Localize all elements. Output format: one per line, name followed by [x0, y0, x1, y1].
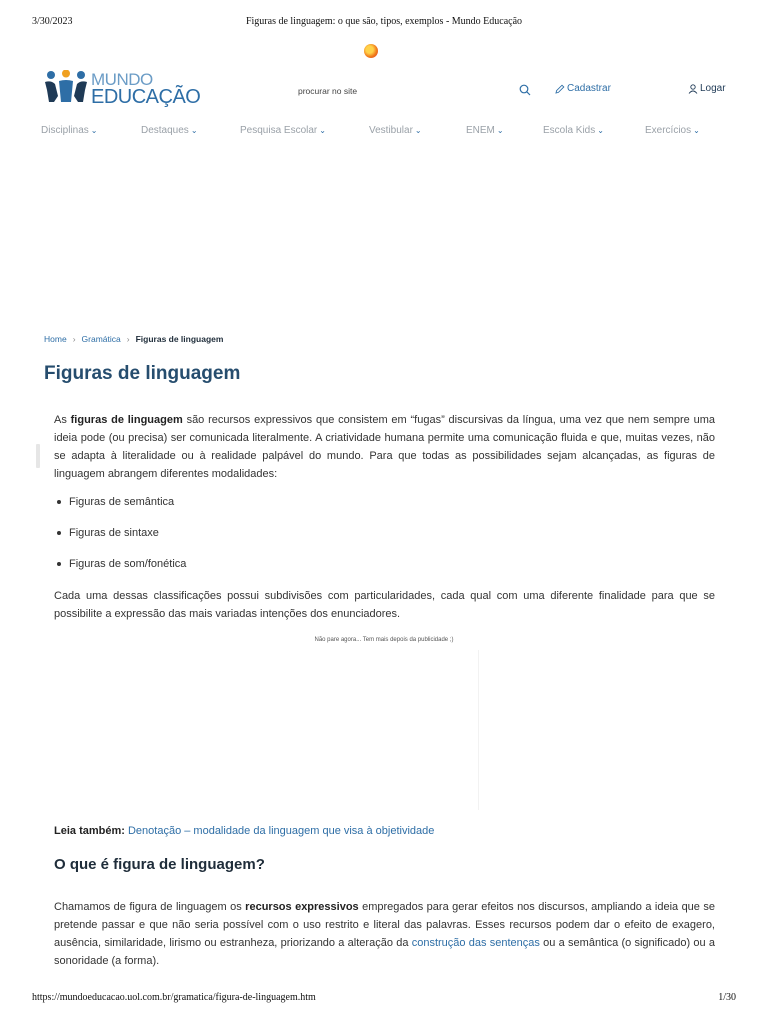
main-nav	[0, 125, 768, 141]
chevron-down-icon: ⌄	[693, 126, 700, 135]
nav-label: Escola Kids	[543, 125, 596, 136]
list-item: Figuras de som/fonética	[54, 555, 654, 586]
section-heading: O que é figura de linguagem?	[54, 856, 265, 873]
breadcrumb-section[interactable]: Gramática	[81, 334, 121, 344]
site-logo[interactable]	[44, 70, 201, 110]
inline-link[interactable]: construção das sentenças	[411, 937, 540, 949]
read-also-link[interactable]: Denotação – modalidade da linguagem que visa à objetividade	[127, 825, 435, 837]
text-span: ou a semântica (o significado) ou a sonoridade (a forma).	[54, 937, 716, 967]
side-scroll-marker	[36, 444, 40, 468]
nav-item-destaques[interactable]	[141, 125, 198, 136]
list-item: Figuras de sintaxe	[54, 524, 654, 555]
logo-word-mundo: MUNDO	[91, 70, 153, 89]
print-date: 3/30/2023	[32, 16, 73, 27]
nav-label: Destaques	[141, 125, 189, 136]
chevron-down-icon: ⌄	[90, 126, 98, 135]
modalities-list	[54, 493, 654, 586]
chevron-down-icon: ⌄	[496, 126, 504, 135]
breadcrumb-current: Figuras de linguagem	[135, 334, 224, 344]
nav-item-vestibular[interactable]	[369, 125, 422, 136]
text-span: As	[54, 414, 71, 426]
chevron-down-icon: ⌄	[414, 126, 422, 135]
chevron-down-icon: ⌄	[190, 126, 198, 135]
chevron-down-icon: ⌄	[597, 126, 604, 135]
chevron-down-icon: ⌄	[319, 126, 326, 135]
read-also	[54, 825, 434, 837]
search-input[interactable]	[290, 80, 510, 102]
brand-dot-icon	[364, 44, 378, 58]
text-span: empregados para gerar efeitos nos discursos, ampliando a ideia que se pretende passar e que não seria possível com o uso restrito e literal das palavras. Esses recursos podem dar o efeito de exagero, ausência, similaridade, lirismo ou estranheza, priorizando a alteração da	[54, 901, 715, 949]
user-icon	[688, 84, 698, 94]
page-title: Figuras de linguagem	[44, 363, 241, 384]
print-header	[0, 16, 768, 32]
nav-item-disciplinas[interactable]	[41, 125, 98, 136]
list-item: Figuras de semântica	[54, 493, 654, 524]
breadcrumb-separator-icon: ›	[72, 334, 76, 344]
breadcrumb-separator-icon: ›	[126, 334, 130, 344]
breadcrumb-home[interactable]: Home	[44, 334, 67, 344]
nav-label: Vestibular	[369, 125, 413, 136]
register-button[interactable]	[555, 83, 611, 94]
nav-item-enem[interactable]	[466, 125, 504, 136]
print-page-title: Figuras de linguagem: o que são, tipos, exemplos - Mundo Educação	[245, 16, 523, 27]
paragraph-text: Cada uma dessas classificações possui subdivisões com particularidades, cada qual com uma diferente finalidade para que se possibilite a expressão das mais variadas intenções dos enunciadores.	[54, 590, 715, 620]
ad-label: Não pare agora... Tem mais depois da publicidade ;)	[314, 637, 454, 643]
nav-label: ENEM	[466, 125, 495, 136]
nav-label: Pesquisa Escolar	[240, 125, 318, 136]
nav-item-exercicios[interactable]	[645, 125, 700, 136]
nav-label: Exercícios	[645, 125, 692, 136]
bold-term: figuras de linguagem	[70, 414, 183, 426]
login-label: Logar	[700, 83, 726, 94]
search-icon[interactable]	[519, 84, 531, 96]
print-page-count: 1/30	[718, 992, 736, 1003]
nav-item-escola-kids[interactable]	[543, 125, 604, 136]
people-logo-icon	[44, 70, 88, 104]
text-span: Chamamos de figura de linguagem os	[54, 901, 246, 913]
text-span: são recursos expressivos que consistem em “fugas” discursivas da língua, uma vez que nem sempre uma ideia pode (ou precisa) ser comunicada literalmente. A criatividade humana permite uma comunicação fluida e que, muitas vezes, não se adapta à literalidade ou à realidade palpável do mundo. Para que todas as possibilidades sejam alcançadas, as figuras de linguagem abrangem diferentes modalidades:	[54, 414, 715, 480]
intro-paragraph	[54, 411, 715, 483]
classification-paragraph	[54, 587, 715, 623]
nav-item-pesquisa-escolar[interactable]	[240, 125, 326, 136]
read-also-label: Leia também:	[54, 825, 125, 837]
login-button[interactable]	[688, 83, 726, 94]
logo-word-educacao: EDUCAÇÃO	[91, 86, 201, 108]
bold-term: recursos expressivos	[245, 901, 359, 913]
register-label: Cadastrar	[567, 83, 611, 94]
print-url: https://mundoeducacao.uol.com.br/gramatica/figura-de-linguagem.htm	[32, 992, 316, 1003]
breadcrumb	[44, 334, 223, 344]
definition-paragraph	[54, 898, 715, 970]
pencil-icon	[555, 84, 565, 94]
nav-label: Disciplinas	[41, 125, 89, 136]
ad-slot	[478, 650, 479, 810]
